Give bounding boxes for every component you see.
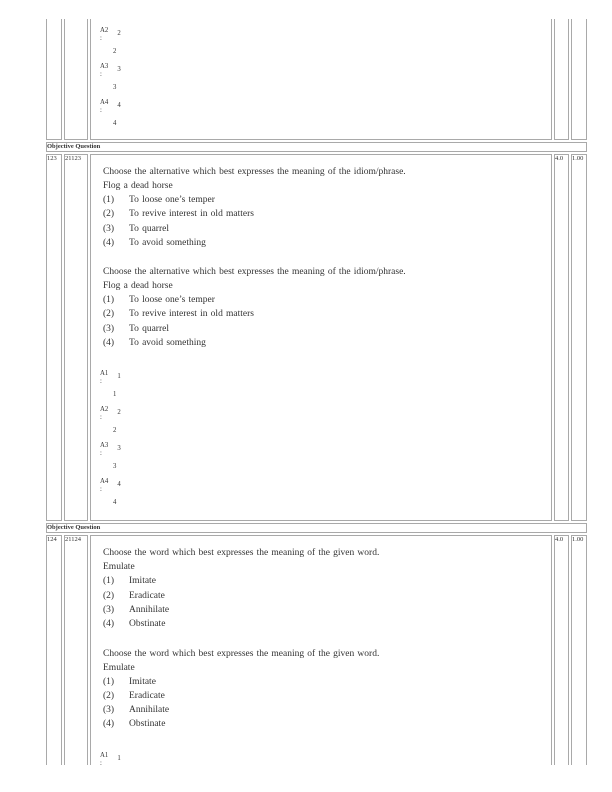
option-number: (3) [103, 604, 115, 615]
answer-key-value-duplicate: 3 [113, 84, 117, 91]
question-id: 21123 [64, 154, 88, 521]
option-number: (1) [103, 676, 115, 687]
option-text: To avoid something [129, 338, 206, 349]
option-row [103, 293, 545, 307]
question-negative-marks: 1.00 [571, 535, 587, 765]
question-id-cell-empty [64, 19, 88, 140]
answer-key-block [100, 63, 551, 99]
answer-key-block [100, 478, 545, 514]
option-number: (1) [103, 195, 115, 205]
answer-key-value: 4 [117, 102, 121, 109]
question-content-cell [90, 154, 552, 521]
serial-number: 124 [46, 535, 62, 765]
option-number: (3) [103, 223, 115, 234]
question-table-viewport [44, 17, 592, 765]
answer-key-colon: : [100, 450, 102, 458]
answer-key-value-duplicate: 1 [113, 391, 117, 399]
section-header-row [46, 142, 587, 152]
question-marks: 4.0 [554, 535, 569, 765]
option-number: (4) [103, 619, 115, 630]
answer-key-value: 2 [117, 30, 121, 37]
answer-key-line [100, 442, 545, 453]
question-block-duplicate [100, 647, 545, 732]
option-row [103, 717, 545, 731]
question-table [44, 17, 589, 765]
answer-key-value: 3 [117, 66, 121, 73]
answer-key-value-duplicate: 4 [113, 499, 117, 507]
answer-key-value: 1 [117, 373, 121, 381]
option-row [103, 603, 545, 617]
question-stem: Emulate [103, 662, 135, 673]
negative-marks-cell-empty [571, 19, 587, 140]
answer-key-value: 4 [117, 481, 121, 489]
option-number: (1) [103, 576, 115, 587]
option-text: To revive interest in old matters [129, 309, 254, 320]
serial-number: 123 [46, 154, 62, 521]
question-prompt: Choose the alternative which best expresses the meaning of the idiom/phrase. [103, 167, 406, 177]
option-number: (4) [103, 338, 115, 349]
answer-key-value-duplicate: 4 [113, 120, 117, 127]
answer-key-line [100, 478, 545, 489]
question-stem: Flog a dead horse [103, 181, 173, 191]
option-text: To avoid something [129, 237, 206, 248]
option-number: (2) [103, 690, 115, 701]
option-number: (4) [103, 719, 115, 730]
answer-key-block [100, 406, 545, 442]
answer-key-value-duplicate: 3 [113, 463, 117, 471]
question-row [46, 154, 587, 521]
answer-key-colon: : [100, 107, 102, 114]
option-row [103, 207, 545, 221]
option-text: To quarrel [129, 323, 169, 334]
answer-key-line [100, 99, 551, 107]
option-number: (4) [103, 237, 115, 248]
option-text: Obstinate [129, 719, 166, 730]
answer-key-colon: : [100, 759, 102, 765]
answer-key-block [100, 370, 545, 406]
question-row [46, 535, 587, 765]
option-row [103, 307, 545, 321]
answer-key-colon: : [100, 486, 102, 494]
answer-key-colon: : [100, 378, 102, 386]
prev-answers-content [91, 19, 551, 139]
answer-key-value: 1 [117, 754, 121, 762]
question-prompt: Choose the word which best expresses the meaning of the given word. [103, 648, 380, 659]
option-text: Imitate [129, 576, 156, 587]
answer-key-value-duplicate: 2 [113, 427, 117, 435]
answer-key-line [100, 63, 551, 71]
question-block [100, 165, 545, 250]
answer-key-label: A3 [100, 442, 109, 450]
answer-key-label: A4 [100, 99, 109, 106]
section-header-label: Objective Question [46, 523, 587, 533]
option-row [103, 703, 545, 717]
answer-key-label: A2 [100, 27, 109, 34]
option-text: To loose one’s temper [129, 295, 215, 306]
question-marks: 4.0 [554, 154, 569, 521]
answer-key-colon: : [100, 71, 102, 78]
answer-key-value: 2 [117, 409, 121, 417]
question-block-duplicate [100, 265, 545, 350]
option-row [103, 574, 545, 588]
answer-key-label: A1 [100, 751, 109, 759]
answer-key-value-duplicate: 2 [113, 48, 117, 55]
answer-key-line [100, 406, 545, 417]
answer-key-colon: : [100, 414, 102, 422]
answer-key-block [100, 442, 545, 478]
answer-key-line [100, 27, 551, 35]
option-number: (3) [103, 705, 115, 716]
answer-key-label: A1 [100, 370, 109, 378]
option-row [103, 617, 545, 631]
marks-cell-empty [554, 19, 569, 140]
answer-key-line [100, 752, 545, 760]
answer-key-label: A2 [100, 406, 109, 414]
answer-key-line [100, 370, 545, 381]
option-text: Obstinate [129, 619, 166, 630]
option-number: (3) [103, 323, 115, 334]
answer-key-value: 3 [117, 445, 121, 453]
serial-cell-empty [46, 19, 62, 140]
option-row [103, 589, 545, 603]
option-row [103, 336, 545, 350]
option-text: Eradicate [129, 590, 165, 601]
question-negative-marks: 1.00 [571, 154, 587, 521]
question-content [91, 155, 551, 520]
prev-answers-cell [90, 19, 552, 140]
question-stem: Emulate [103, 562, 135, 573]
answer-key-label: A4 [100, 478, 109, 486]
option-text: Imitate [129, 676, 156, 687]
option-number: (1) [103, 295, 115, 306]
question-id: 21124 [64, 535, 88, 765]
answer-key-colon: : [100, 35, 102, 42]
answer-key-block [100, 27, 551, 63]
option-number: (2) [103, 309, 115, 320]
option-row [103, 236, 545, 250]
answer-key-block [100, 99, 551, 135]
option-text: Eradicate [129, 690, 165, 701]
option-row [103, 322, 545, 336]
question-block [100, 546, 545, 631]
option-row [103, 193, 545, 207]
option-text: To revive interest in old matters [129, 209, 254, 220]
question-content [91, 536, 551, 765]
question-prompt: Choose the alternative which best expresses the meaning of the idiom/phrase. [103, 267, 406, 278]
answer-key-label: A3 [100, 63, 109, 70]
option-text: To quarrel [129, 223, 169, 234]
option-row [103, 222, 545, 236]
option-text: Annihilate [129, 705, 170, 716]
section-header-row [46, 523, 587, 533]
question-prompt: Choose the word which best expresses the meaning of the given word. [103, 548, 380, 559]
option-text: To loose one’s temper [129, 195, 215, 205]
section-header-label: Objective Question [46, 142, 587, 152]
option-number: (2) [103, 590, 115, 601]
option-row [103, 689, 545, 703]
option-number: (2) [103, 209, 115, 220]
option-row [103, 675, 545, 689]
answer-key-block [100, 752, 545, 765]
option-text: Annihilate [129, 604, 170, 615]
question-content-cell [90, 535, 552, 765]
question-stem: Flog a dead horse [103, 281, 173, 292]
prev-question-fragment-row [46, 19, 587, 140]
